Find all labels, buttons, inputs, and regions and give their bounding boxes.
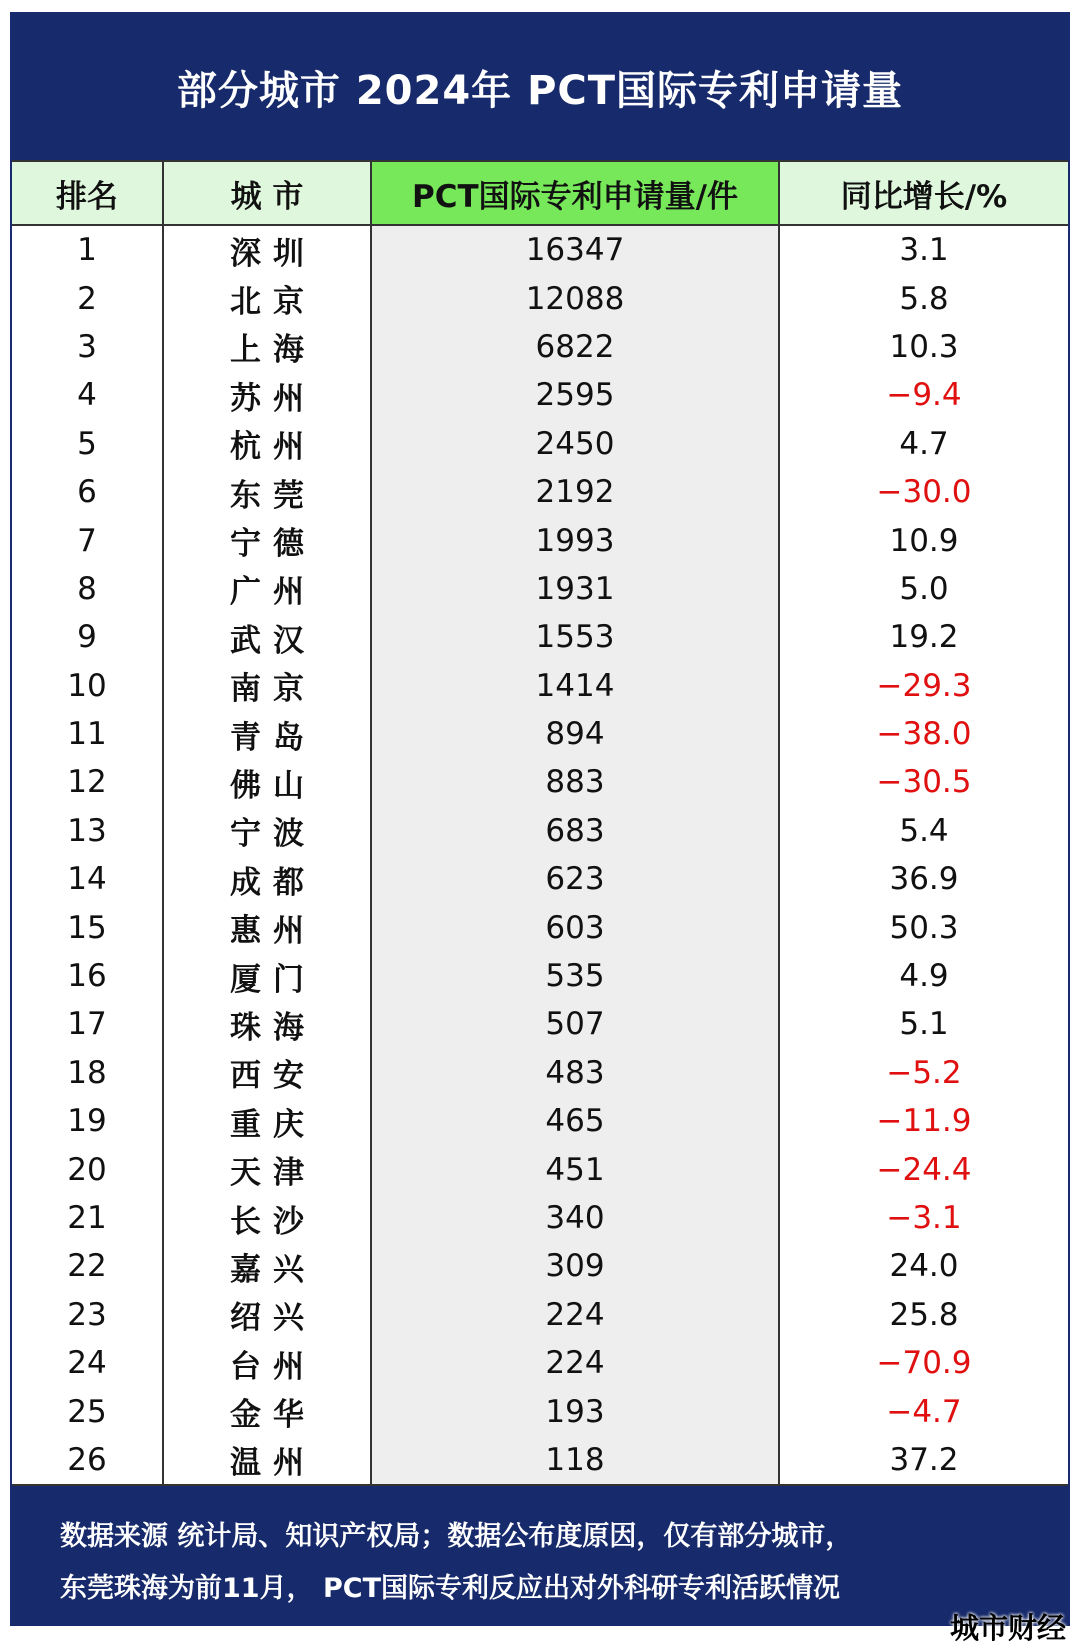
rank-cell: 6 (12, 468, 164, 516)
table-row (12, 903, 1068, 951)
rank-cell: 1 (12, 226, 164, 274)
yoy-growth-cell: 36.9 (889, 861, 959, 898)
yoy-growth-cell: 10.3 (889, 328, 959, 365)
yoy-growth-cell: −4.7 (886, 1393, 962, 1430)
pct-count-cell: 309 (372, 1242, 780, 1290)
pct-count-cell: 1414 (372, 662, 780, 710)
table-row (12, 323, 1068, 371)
rank-cell: 18 (12, 1049, 164, 1097)
pct-count-cell: 451 (372, 1145, 780, 1193)
city-cell: 佛山 (164, 758, 372, 806)
yoy-growth-cell: 37.2 (889, 1441, 959, 1478)
table-row (12, 1242, 1068, 1290)
rank-cell: 20 (12, 1145, 164, 1193)
pct-count-cell: 6822 (372, 323, 780, 371)
header-rank: 排名 (12, 162, 164, 224)
table-row (12, 1097, 1068, 1145)
pct-count-cell: 118 (372, 1436, 780, 1484)
table-row (12, 565, 1068, 613)
pct-count-cell: 2595 (372, 371, 780, 419)
yoy-growth-cell: 19.2 (889, 619, 959, 656)
yoy-growth-cell: 4.7 (899, 425, 949, 462)
table-row (12, 1194, 1068, 1242)
pct-count-cell: 193 (372, 1387, 780, 1435)
yoy-growth-cell: −38.0 (876, 716, 972, 753)
rank-cell: 26 (12, 1436, 164, 1484)
yoy-growth-cell: 25.8 (889, 1296, 959, 1333)
city-cell: 青岛 (164, 710, 372, 758)
table-row (12, 662, 1068, 710)
rank-cell: 12 (12, 758, 164, 806)
table-row (12, 758, 1068, 806)
city-cell: 长沙 (164, 1194, 372, 1242)
pct-count-cell: 894 (372, 710, 780, 758)
pct-count-cell: 683 (372, 807, 780, 855)
pct-count-cell: 623 (372, 855, 780, 903)
city-cell: 天津 (164, 1145, 372, 1193)
pct-count-cell: 883 (372, 758, 780, 806)
table-header-row (12, 160, 1068, 226)
rank-cell: 10 (12, 662, 164, 710)
city-cell: 绍兴 (164, 1291, 372, 1339)
yoy-growth-cell: 3.1 (899, 232, 949, 269)
pct-count-cell: 1993 (372, 516, 780, 564)
table-frame (10, 12, 1070, 1626)
pct-count-cell: 535 (372, 952, 780, 1000)
pct-count-cell: 340 (372, 1194, 780, 1242)
yoy-growth-cell: −3.1 (886, 1200, 962, 1236)
rank-cell: 2 (12, 274, 164, 322)
city-cell: 南京 (164, 662, 372, 710)
city-cell: 深圳 (164, 226, 372, 274)
table-title: 部分城市 2024年 PCT国际专利申请量 (12, 14, 1068, 160)
city-cell: 宁德 (164, 516, 372, 564)
yoy-growth-cell: −11.9 (876, 1103, 972, 1140)
header-city: 城 市 (164, 162, 372, 224)
city-cell: 金华 (164, 1387, 372, 1435)
city-cell: 温州 (164, 1436, 372, 1484)
pct-count-cell: 483 (372, 1049, 780, 1097)
pct-count-cell: 1931 (372, 565, 780, 613)
table-row (12, 468, 1068, 516)
city-cell: 珠海 (164, 1000, 372, 1048)
yoy-growth-cell: −30.5 (876, 764, 972, 801)
yoy-growth-cell: −24.4 (876, 1151, 972, 1188)
pct-count-cell: 224 (372, 1339, 780, 1387)
city-cell: 广州 (164, 565, 372, 613)
table-row (12, 371, 1068, 419)
yoy-growth-cell: 24.0 (889, 1248, 959, 1285)
pct-count-cell: 16347 (372, 226, 780, 274)
table-row (12, 855, 1068, 903)
yoy-growth-cell: 50.3 (889, 909, 959, 946)
yoy-growth-cell: 10.9 (889, 522, 959, 559)
rank-cell: 9 (12, 613, 164, 661)
rank-cell: 8 (12, 565, 164, 613)
table-row (12, 420, 1068, 468)
rank-cell: 25 (12, 1387, 164, 1435)
city-cell: 宁波 (164, 807, 372, 855)
city-cell: 成都 (164, 855, 372, 903)
city-cell: 西安 (164, 1049, 372, 1097)
watermark: 城市财经 (949, 1611, 1066, 1645)
city-cell: 嘉兴 (164, 1242, 372, 1290)
table-row (12, 274, 1068, 322)
yoy-growth-cell: −70.9 (876, 1345, 972, 1382)
patent-table (12, 160, 1068, 1484)
pct-count-cell: 603 (372, 903, 780, 951)
city-cell: 杭州 (164, 420, 372, 468)
pct-count-cell: 507 (372, 1000, 780, 1048)
table-row (12, 1145, 1068, 1193)
rank-cell: 21 (12, 1194, 164, 1242)
header-pct-applications: PCT国际专利申请量/件 (372, 162, 780, 224)
table-row (12, 807, 1068, 855)
table-row (12, 1000, 1068, 1048)
yoy-growth-cell: 5.0 (899, 570, 949, 607)
yoy-growth-cell: 4.9 (899, 958, 949, 995)
city-cell: 苏州 (164, 371, 372, 419)
pct-count-cell: 2192 (372, 468, 780, 516)
rank-cell: 5 (12, 420, 164, 468)
source-note-line-2: 东莞珠海为前11月， PCT国际专利反应出对外科研专利活跃情况 (60, 1573, 840, 1604)
rank-cell: 7 (12, 516, 164, 564)
table-row (12, 710, 1068, 758)
table-row (12, 952, 1068, 1000)
rank-cell: 4 (12, 371, 164, 419)
table-row (12, 1436, 1068, 1484)
city-cell: 惠州 (164, 903, 372, 951)
yoy-growth-cell: −30.0 (876, 474, 972, 511)
rank-cell: 24 (12, 1339, 164, 1387)
rank-cell: 23 (12, 1291, 164, 1339)
yoy-growth-cell: −29.3 (876, 667, 972, 704)
rank-cell: 15 (12, 903, 164, 951)
yoy-growth-cell: 5.4 (899, 812, 949, 849)
table-row (12, 1387, 1068, 1435)
table-row (12, 1339, 1068, 1387)
rank-cell: 13 (12, 807, 164, 855)
table-row (12, 1291, 1068, 1339)
rank-cell: 14 (12, 855, 164, 903)
city-cell: 厦门 (164, 952, 372, 1000)
table-body (12, 226, 1068, 1484)
yoy-growth-cell: −9.4 (886, 377, 962, 414)
rank-cell: 16 (12, 952, 164, 1000)
table-row (12, 516, 1068, 564)
rank-cell: 3 (12, 323, 164, 371)
city-cell: 武汉 (164, 613, 372, 661)
table-row (12, 226, 1068, 274)
pct-count-cell: 1553 (372, 613, 780, 661)
yoy-growth-cell: 5.8 (899, 280, 949, 317)
city-cell: 上海 (164, 323, 372, 371)
pct-count-cell: 12088 (372, 274, 780, 322)
rank-cell: 19 (12, 1097, 164, 1145)
yoy-growth-cell: 5.1 (899, 1006, 949, 1043)
source-note (12, 1484, 1068, 1626)
pct-count-cell: 224 (372, 1291, 780, 1339)
table-row (12, 613, 1068, 661)
table-row (12, 1049, 1068, 1097)
city-cell: 重庆 (164, 1097, 372, 1145)
yoy-growth-cell: −5.2 (886, 1054, 962, 1091)
header-yoy-growth: 同比增长/% (840, 178, 1008, 215)
rank-cell: 22 (12, 1242, 164, 1290)
rank-cell: 17 (12, 1000, 164, 1048)
city-cell: 东莞 (164, 468, 372, 516)
city-cell: 台州 (164, 1339, 372, 1387)
source-note-line-1: 数据来源 统计局、知识产权局；数据公布度原因，仅有部分城市， (60, 1521, 853, 1552)
city-cell: 北京 (164, 274, 372, 322)
pct-count-cell: 2450 (372, 420, 780, 468)
rank-cell: 11 (12, 710, 164, 758)
pct-count-cell: 465 (372, 1097, 780, 1145)
